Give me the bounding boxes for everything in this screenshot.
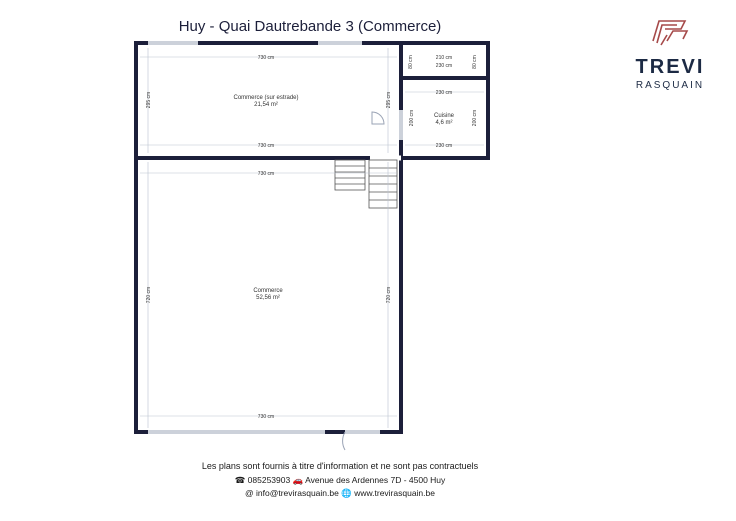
dim-kitchen-left-height: 200 cm [409, 109, 415, 127]
brand-name: TREVI [635, 56, 705, 78]
brand-subname: RASQUAIN [635, 80, 705, 91]
room-area-commerce-estrade: 21,54 m² [254, 102, 278, 108]
door-swing-upper [372, 112, 384, 124]
car-icon: 🚗 [292, 475, 304, 485]
dim-kitchen-right-height: 200 cm [472, 109, 478, 127]
dim-kitchen-bottom-width: 230 cm [435, 143, 453, 149]
web-line [170, 488, 510, 499]
dim-wc-right-height: 80 cm [472, 55, 478, 69]
room-label-commerce-estrade: Commerce (sur estrade) [233, 95, 299, 101]
email-link[interactable]: info@trevirasquain.be [256, 488, 339, 498]
at-icon: @ [245, 488, 254, 498]
phone-number: 085253903 [247, 475, 291, 485]
globe-icon: 🌐 [341, 488, 352, 498]
page-title: Huy - Quai Dautrebande 3 (Commerce) [178, 18, 442, 35]
dim-upper-bottom-width: 730 cm [257, 143, 275, 149]
dim-wc-left-height: 80 cm [408, 55, 414, 69]
dim-upper-left-height: 295 cm [146, 91, 152, 109]
phone-icon: ☎ [234, 475, 246, 485]
dim-upper-top-width: 730 cm [257, 55, 275, 61]
dim-lower-left-height: 720 cm [146, 286, 152, 304]
contact-line [170, 475, 510, 486]
dim-upper-right-height: 295 cm [386, 91, 392, 109]
door-swing-lower [343, 432, 345, 450]
disclaimer: Les plans sont fournis à titre d'information et ne sont pas contractuels [201, 461, 479, 471]
room-area-commerce: 52,56 m² [256, 295, 280, 301]
website-link[interactable]: www.trevirasquain.be [354, 488, 435, 498]
room-label-commerce: Commerce [253, 288, 283, 294]
address: Avenue des Ardennes 7D - 4500 Huy [305, 475, 446, 485]
dim-lower-top-width: 730 cm [257, 171, 275, 177]
dim-kitchen-top-width: 230 cm [435, 90, 453, 96]
room-area-cuisine: 4,6 m² [435, 120, 453, 126]
room-label-cuisine: Cuisine [433, 113, 455, 119]
dim-lower-bottom-width: 730 cm [257, 414, 275, 420]
dim-wc-width-b: 230 cm [435, 63, 453, 69]
dim-lower-right-height: 720 cm [386, 286, 392, 304]
dim-wc-width-a: 210 cm [435, 55, 453, 61]
